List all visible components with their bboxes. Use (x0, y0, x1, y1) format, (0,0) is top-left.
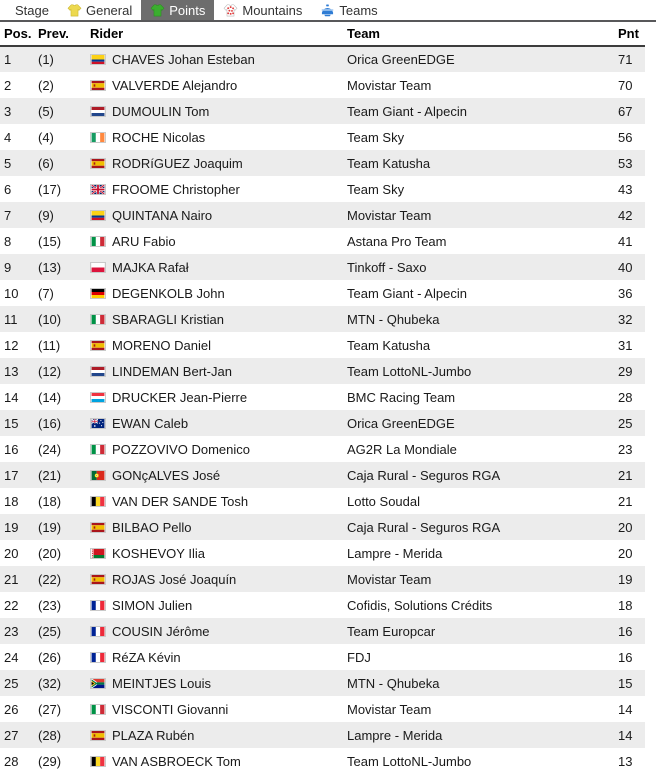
previous-position-cell: (13) (38, 259, 62, 275)
previous-position-cell: (4) (38, 129, 54, 145)
table-header-row (0, 22, 645, 46)
rider-name: VAN DER SANDE Tosh (112, 493, 249, 509)
points-cell: 32 (618, 311, 633, 327)
previous-position-cell: (15) (38, 233, 62, 249)
position-cell: 6 (4, 181, 12, 197)
table-row[interactable] (0, 124, 645, 150)
rider-name: KOSHEVOY Ilia (112, 545, 205, 561)
spain-flag-icon (90, 80, 106, 91)
points-cell: 19 (618, 571, 633, 587)
points-cell: 29 (618, 363, 633, 379)
position-cell: 1 (4, 52, 12, 67)
position-cell: 27 (4, 727, 19, 743)
previous-position-cell: (18) (38, 493, 62, 509)
yellow-jersey-icon (67, 4, 82, 17)
team-cell: Cofidis, Solutions Crédits (347, 597, 493, 613)
table-row[interactable] (0, 306, 645, 332)
table-row[interactable] (0, 670, 645, 696)
spain-flag-icon (90, 158, 106, 169)
table-row[interactable] (0, 566, 645, 592)
points-cell: 15 (618, 675, 633, 691)
table-row[interactable] (0, 540, 645, 566)
netherlands-flag-icon (90, 366, 106, 377)
position-cell: 21 (4, 571, 19, 587)
table-row[interactable] (0, 228, 645, 254)
column-header-pnt: Pnt (618, 22, 645, 46)
team-cell: Tinkoff - Saxo (347, 259, 427, 275)
position-cell: 17 (4, 467, 19, 483)
position-cell: 2 (4, 77, 12, 93)
team-cell: Caja Rural - Seguros RGA (347, 519, 501, 535)
table-row[interactable] (0, 618, 645, 644)
table-row[interactable] (0, 176, 645, 202)
points-cell: 25 (618, 415, 633, 431)
rider-name: MEINTJES Louis (112, 675, 211, 691)
points-cell: 16 (618, 623, 633, 639)
italy-flag-icon (90, 314, 106, 325)
column-header-pos: Pos. (0, 22, 38, 46)
team-cell: Movistar Team (347, 571, 432, 587)
team-cell: Team LottoNL-Jumbo (347, 753, 472, 769)
table-row[interactable] (0, 592, 645, 618)
tab-bar (0, 0, 656, 22)
tab-general[interactable] (58, 0, 141, 20)
previous-position-cell: (24) (38, 441, 62, 457)
points-cell: 14 (618, 727, 633, 743)
team-cell: Movistar Team (347, 701, 432, 717)
tab-teams-label: Teams (339, 2, 378, 18)
previous-position-cell: (20) (38, 545, 62, 561)
rider-name: VAN ASBROECK Tom (112, 753, 241, 769)
previous-position-cell: (26) (38, 649, 62, 665)
great-britain-flag-icon (90, 184, 106, 195)
points-cell: 14 (618, 701, 633, 717)
spain-flag-icon (90, 522, 106, 533)
position-cell: 4 (4, 129, 12, 145)
rider-name: SIMON Julien (112, 597, 193, 613)
table-row[interactable] (0, 514, 645, 540)
position-cell: 18 (4, 493, 19, 509)
rider-name: ROJAS José Joaquín (112, 571, 237, 587)
rider-name: VALVERDE Alejandro (112, 77, 238, 93)
previous-position-cell: (28) (38, 727, 62, 743)
position-cell: 11 (4, 311, 18, 327)
colombia-flag-icon (90, 210, 106, 221)
rider-name: DEGENKOLB John (112, 285, 225, 301)
rider-name: ROCHE Nicolas (112, 129, 206, 145)
team-cell: Movistar Team (347, 77, 432, 93)
belgium-flag-icon (90, 756, 106, 767)
previous-position-cell: (12) (38, 363, 62, 379)
rider-name: MAJKA Rafał (112, 259, 189, 275)
previous-position-cell: (6) (38, 155, 54, 171)
table-row[interactable] (0, 72, 645, 98)
rider-name: RéZA Kévin (112, 649, 181, 665)
france-flag-icon (90, 652, 106, 663)
rider-name: EWAN Caleb (112, 415, 189, 431)
table-body (0, 46, 645, 771)
team-cell: Team Sky (347, 129, 405, 145)
previous-position-cell: (5) (38, 103, 54, 119)
position-cell: 14 (4, 389, 19, 405)
rider-name: COUSIN Jérôme (112, 623, 210, 639)
table-row[interactable] (0, 410, 645, 436)
spain-flag-icon (90, 574, 106, 585)
previous-position-cell: (14) (38, 389, 62, 405)
column-header-team: Team (347, 22, 618, 46)
team-cell: AG2R La Mondiale (347, 441, 457, 457)
team-cell: Caja Rural - Seguros RGA (347, 467, 501, 483)
team-cell: Team Europcar (347, 623, 436, 639)
previous-position-cell: (16) (38, 415, 62, 431)
table-row[interactable] (0, 722, 645, 748)
position-cell: 5 (4, 155, 12, 171)
table-row[interactable] (0, 202, 645, 228)
team-cell: Team Sky (347, 181, 405, 197)
table-row[interactable] (0, 280, 645, 306)
italy-flag-icon (90, 444, 106, 455)
france-flag-icon (90, 600, 106, 611)
points-cell: 28 (618, 389, 633, 405)
tab-points[interactable] (141, 0, 214, 20)
south-africa-flag-icon (90, 678, 106, 689)
points-cell: 40 (618, 259, 633, 275)
previous-position-cell: (1) (38, 52, 54, 67)
points-cell: 23 (618, 441, 633, 457)
points-cell: 20 (618, 519, 633, 535)
rider-name: POZZOVIVO Domenico (112, 441, 250, 457)
polka-dot-jersey-icon (223, 4, 238, 17)
points-cell: 36 (618, 285, 633, 301)
points-cell: 42 (618, 207, 633, 223)
rider-name: SBARAGLI Kristian (112, 311, 224, 327)
belgium-flag-icon (90, 496, 106, 507)
position-cell: 9 (4, 259, 12, 275)
position-cell: 10 (4, 285, 19, 301)
team-cell: Lampre - Merida (347, 727, 443, 743)
previous-position-cell: (2) (38, 77, 54, 93)
rider-name: MORENO Daniel (112, 337, 211, 353)
team-cell: BMC Racing Team (347, 389, 456, 405)
rider-name: VISCONTI Giovanni (112, 701, 229, 717)
tab-mountains-label: Mountains (242, 2, 303, 18)
previous-position-cell: (17) (38, 181, 62, 197)
points-cell: 43 (618, 181, 633, 197)
points-cell: 31 (618, 337, 633, 353)
position-cell: 16 (4, 441, 19, 457)
table-row[interactable] (0, 358, 645, 384)
position-cell: 8 (4, 233, 12, 249)
points-cell: 41 (618, 233, 633, 249)
position-cell: 23 (4, 623, 19, 639)
table-row[interactable] (0, 748, 645, 771)
points-cell: 21 (618, 467, 633, 483)
position-cell: 20 (4, 545, 19, 561)
team-cell: Team Katusha (347, 337, 431, 353)
position-cell: 25 (4, 675, 19, 691)
australia-flag-icon (90, 418, 106, 429)
points-cell: 56 (618, 129, 633, 145)
team-cell: MTN - Qhubeka (347, 675, 440, 691)
column-header-prev: Prev. (38, 22, 90, 46)
points-cell: 20 (618, 545, 633, 561)
previous-position-cell: (25) (38, 623, 62, 639)
previous-position-cell: (29) (38, 753, 62, 769)
portugal-flag-icon (90, 470, 106, 481)
team-cell: Lampre - Merida (347, 545, 443, 561)
position-cell: 13 (4, 363, 19, 379)
italy-flag-icon (90, 236, 106, 247)
table-row[interactable] (0, 488, 645, 514)
position-cell: 26 (4, 701, 19, 717)
rider-name: DRUCKER Jean-Pierre (112, 389, 248, 405)
team-cell: Movistar Team (347, 207, 432, 223)
rider-name: RODRíGUEZ Joaquim (112, 155, 243, 171)
germany-flag-icon (90, 288, 106, 299)
table-row[interactable] (0, 696, 645, 722)
points-table (0, 22, 645, 771)
rider-name: QUINTANA Nairo (112, 207, 213, 223)
previous-position-cell: (27) (38, 701, 62, 717)
points-cell: 53 (618, 155, 633, 171)
team-cell: Orica GreenEDGE (347, 52, 455, 67)
team-cell: Team Giant - Alpecin (347, 103, 467, 119)
rider-name: LINDEMAN Bert-Jan (112, 363, 232, 379)
table-row[interactable] (0, 46, 645, 72)
team-cell: Astana Pro Team (347, 233, 447, 249)
luxembourg-flag-icon (90, 392, 106, 403)
table-row[interactable] (0, 436, 645, 462)
belarus-flag-icon (90, 548, 106, 559)
ireland-flag-icon (90, 132, 106, 143)
previous-position-cell: (11) (38, 337, 61, 353)
helmet-icon (320, 4, 335, 17)
italy-flag-icon (90, 704, 106, 715)
position-cell: 12 (4, 337, 19, 353)
tab-stage-label: Stage (15, 2, 49, 18)
previous-position-cell: (10) (38, 311, 62, 327)
position-cell: 28 (4, 753, 19, 769)
tab-points-label: Points (169, 2, 206, 18)
rider-name: DUMOULIN Tom (112, 103, 210, 119)
rider-name: FROOME Christopher (112, 181, 240, 197)
tab-mountains[interactable] (214, 0, 311, 20)
column-header-rider: Rider (90, 22, 347, 46)
position-cell: 24 (4, 649, 19, 665)
team-cell: MTN - Qhubeka (347, 311, 440, 327)
france-flag-icon (90, 626, 106, 637)
previous-position-cell: (19) (38, 519, 62, 535)
previous-position-cell: (21) (38, 467, 62, 483)
position-cell: 19 (4, 519, 19, 535)
rider-name: PLAZA Rubén (112, 727, 195, 743)
tab-stage[interactable] (6, 0, 58, 20)
previous-position-cell: (22) (38, 571, 62, 587)
position-cell: 7 (4, 207, 12, 223)
rider-name: BILBAO Pello (112, 519, 192, 535)
previous-position-cell: (32) (38, 675, 62, 691)
team-cell: Team LottoNL-Jumbo (347, 363, 472, 379)
green-jersey-icon (150, 4, 165, 17)
position-cell: 15 (4, 415, 19, 431)
previous-position-cell: (23) (38, 597, 62, 613)
previous-position-cell: (7) (38, 285, 54, 301)
table-row[interactable] (0, 644, 645, 670)
rider-name: ARU Fabio (112, 233, 176, 249)
table-row[interactable] (0, 462, 645, 488)
netherlands-flag-icon (90, 106, 106, 117)
spain-flag-icon (90, 730, 106, 741)
team-cell: Lotto Soudal (347, 493, 421, 509)
spain-flag-icon (90, 340, 106, 351)
points-cell: 71 (618, 52, 633, 67)
table-row[interactable] (0, 384, 645, 410)
rider-name: GONçALVES José (112, 467, 221, 483)
poland-flag-icon (90, 262, 106, 273)
points-cell: 16 (618, 649, 633, 665)
table-row[interactable] (0, 254, 645, 280)
table-row[interactable] (0, 98, 645, 124)
tab-general-label: General (85, 2, 133, 18)
points-cell: 18 (618, 597, 633, 613)
table-row[interactable] (0, 150, 645, 176)
colombia-flag-icon (90, 54, 106, 65)
points-cell: 13 (618, 753, 633, 769)
rider-name: CHAVES Johan Esteban (112, 52, 255, 67)
points-cell: 70 (618, 77, 633, 93)
previous-position-cell: (9) (38, 207, 54, 223)
team-cell: Team Katusha (347, 155, 431, 171)
position-cell: 22 (4, 597, 19, 613)
team-cell: FDJ (347, 649, 371, 665)
points-cell: 21 (618, 493, 633, 509)
team-cell: Team Giant - Alpecin (347, 285, 467, 301)
table-row[interactable] (0, 332, 645, 358)
position-cell: 3 (4, 103, 12, 119)
points-cell: 67 (618, 103, 633, 119)
team-cell: Orica GreenEDGE (347, 415, 455, 431)
tab-teams[interactable] (311, 0, 386, 20)
